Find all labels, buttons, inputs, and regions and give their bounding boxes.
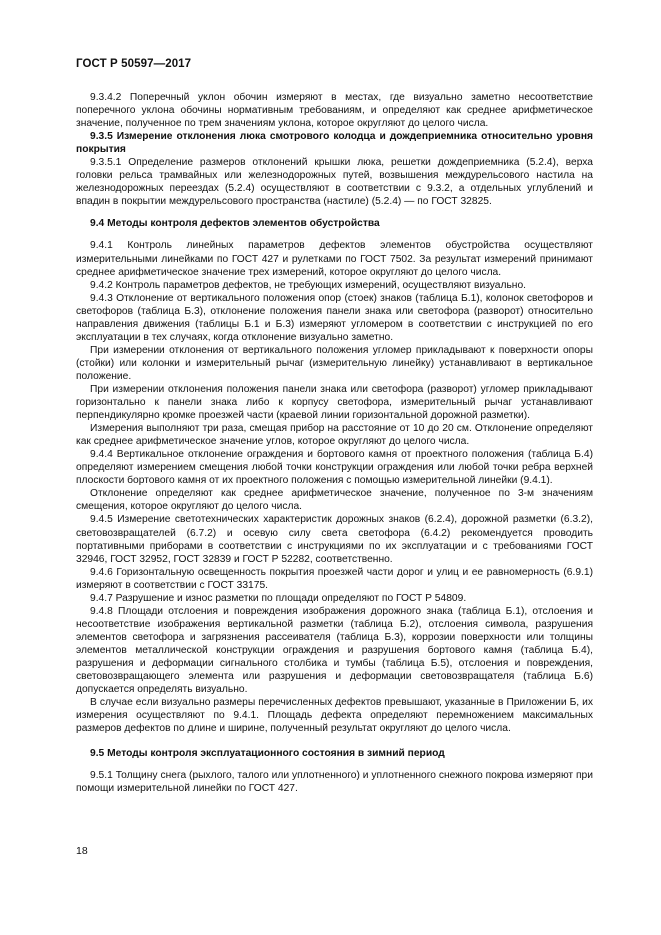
paragraph-9-3-4-2: 9.3.4.2 Поперечный уклон обочин измеряют в местах, где визуально заметно несоответствие поперечного уклона обочины нормативным требованиям, и определяют как среднее арифметическое значение, полученное по трем значениям уклона, которое округляют до целого числа.: [76, 92, 593, 130]
section-heading-9-5: 9.5 Методы контроля эксплуатационного состояния в зимний период: [90, 748, 445, 760]
paragraph-9-4-2: 9.4.2 Контроль параметров дефектов, не требующих измерений, осуществляют визуально.: [90, 279, 526, 291]
section-heading-9-4: 9.4 Методы контроля дефектов элементов обустройства: [90, 218, 380, 230]
paragraph-9-4-3-repeat: Измерения выполняют три раза, смещая прибор на расстояние от 10 до 20 см. Отклонение определяют как среднее арифметическое значение углов, которое округляют до целого числа.: [76, 423, 593, 448]
paragraph-9-4-5: 9.4.5 Измерение светотехнических характеристик дорожных знаков (6.2.4), дорожной разметки (6.3.2), световозвращателей (6.7.2) и осевую силу света светофора (6.4.2) рекомендуется проводить портативными приборами в соответствии с инструкциями по их эксплуатации и с требованиями ГОСТ 32946, ГОСТ 32952, ГОСТ 32839 и ГОСТ Р 52282, соответственно.: [76, 514, 593, 565]
paragraph-9-4-7: 9.4.7 Разрушение и износ разметки по площади определяют по ГОСТ Р 54809.: [90, 592, 467, 604]
paragraph-9-4-4: 9.4.4 Вертикальное отклонение ограждения и бортового камня от проектного положения (таблица Б.4) определяют измерением смещения любой точки конструкции ограждения или любой точки ребра верхней плоскости бортового камня от их проектного положения с помощью измерительной линейки (9.4.1).: [76, 449, 593, 487]
paragraph-9-4-3: 9.4.3 Отклонение от вертикального положения опор (стоек) знаков (таблица Б.1), колонок светофоров и светофоров (таблица Б.3), отклонение положения панели знака или светофора (разворот) относительно направления движения (таблицы Б.1 и Б.3) измеряют угломером в соответствии с инструкцией по его эксплуатации в тех случаях, когда отклонение визуально заметно.: [76, 292, 593, 343]
paragraph-9-4-3-vertical: При измерении отклонения от вертикального положения угломер прикладывают к поверхности опоры (стойки) или колонки и измерительный рычаг (измерительную линейку) устанавливают в вертикальное положение.: [76, 344, 593, 382]
paragraph-9-5-1: 9.5.1 Толщину снега (рыхлого, талого или уплотненного) и уплотненного снежного покрова измеряют при помощи измерительной линейки по ГОСТ 427.: [76, 770, 593, 795]
paragraph-9-3-5-1: 9.3.5.1 Определение размеров отклонений крышки люка, решетки дождеприемника (5.2.4), верха головки рельса трамвайных или железнодорожных путей, возвышения междурельсового настила на железнодорожных переездах (5.2.4) осуществляют в соответствии с 9.3.2, а отдельных углублений и впадин в покрытии междурельсового пространства (настиле) (5.2.4) — по ГОСТ 32825.: [76, 157, 593, 208]
paragraph-9-4-8: 9.4.8 Площади отслоения и повреждения изображения дорожного знака (таблица Б.1), отслоения и несоответствие изображения вертикальной разметки (таблица Б.2), отслоения символа, разрушения элементов светофора и загрязнения рассеивателя (таблица Б.3), коррозии поверхности или толщины элементов металлической конструкции ограждения и разрушения бортового камня (таблица Б.4), разрушения и деформации сигнального столбика и тумбы (таблица Б.5), отслоения и повреждения, световозвращающего элемента или разрушения и деформации световозвращателя (таблица Б.6) допускается определять визуально.: [76, 605, 593, 696]
section-heading-9-3-5: 9.3.5 Измерение отклонения люка смотрового колодца и дождеприемника относительно уровня покрытия: [76, 131, 593, 156]
document-body: [76, 91, 593, 795]
paragraph-9-4-3-panel: При измерении отклонения положения панели знака или светофора (разворот) угломер прикладывают горизонтально к панели знака либо к корпусу светофора, измерительный рычаг устанавливают перпендикулярно кромке проезжей части (краевой линии горизонтальной дорожной разметки).: [76, 383, 593, 422]
page-number: 18: [76, 845, 88, 857]
paragraph-9-4-4-mean: Отклонение определяют как среднее арифметическое значение, полученное по 3-м значениям смещения, которое округляют до целого числа.: [76, 488, 593, 513]
document-header: ГОСТ Р 50597—2017: [76, 58, 192, 70]
paragraph-9-4-8-visual: В случае если визуально размеры перечисленных дефектов превышают, указанные в Приложении Б, их измерения осуществляют по 9.4.1. Площадь дефекта определяют перемножением максимальных размеров дефектов по длине и ширине, полученный результат округляют до целого числа.: [76, 697, 593, 735]
paragraph-9-4-6: 9.4.6 Горизонтальную освещенность покрытия проезжей части дорог и улиц и ее равномерность (6.9.1) измеряют в соответствии с ГОСТ 33175.: [76, 566, 593, 591]
paragraph-9-4-1: 9.4.1 Контроль линейных параметров дефектов элементов обустройства осуществляют измерительными линейками по ГОСТ 427 и рулетками по ГОСТ 7502. За результат измерений принимают среднее арифметическое значение трех измерений, которое округляют до целого числа.: [76, 240, 593, 278]
